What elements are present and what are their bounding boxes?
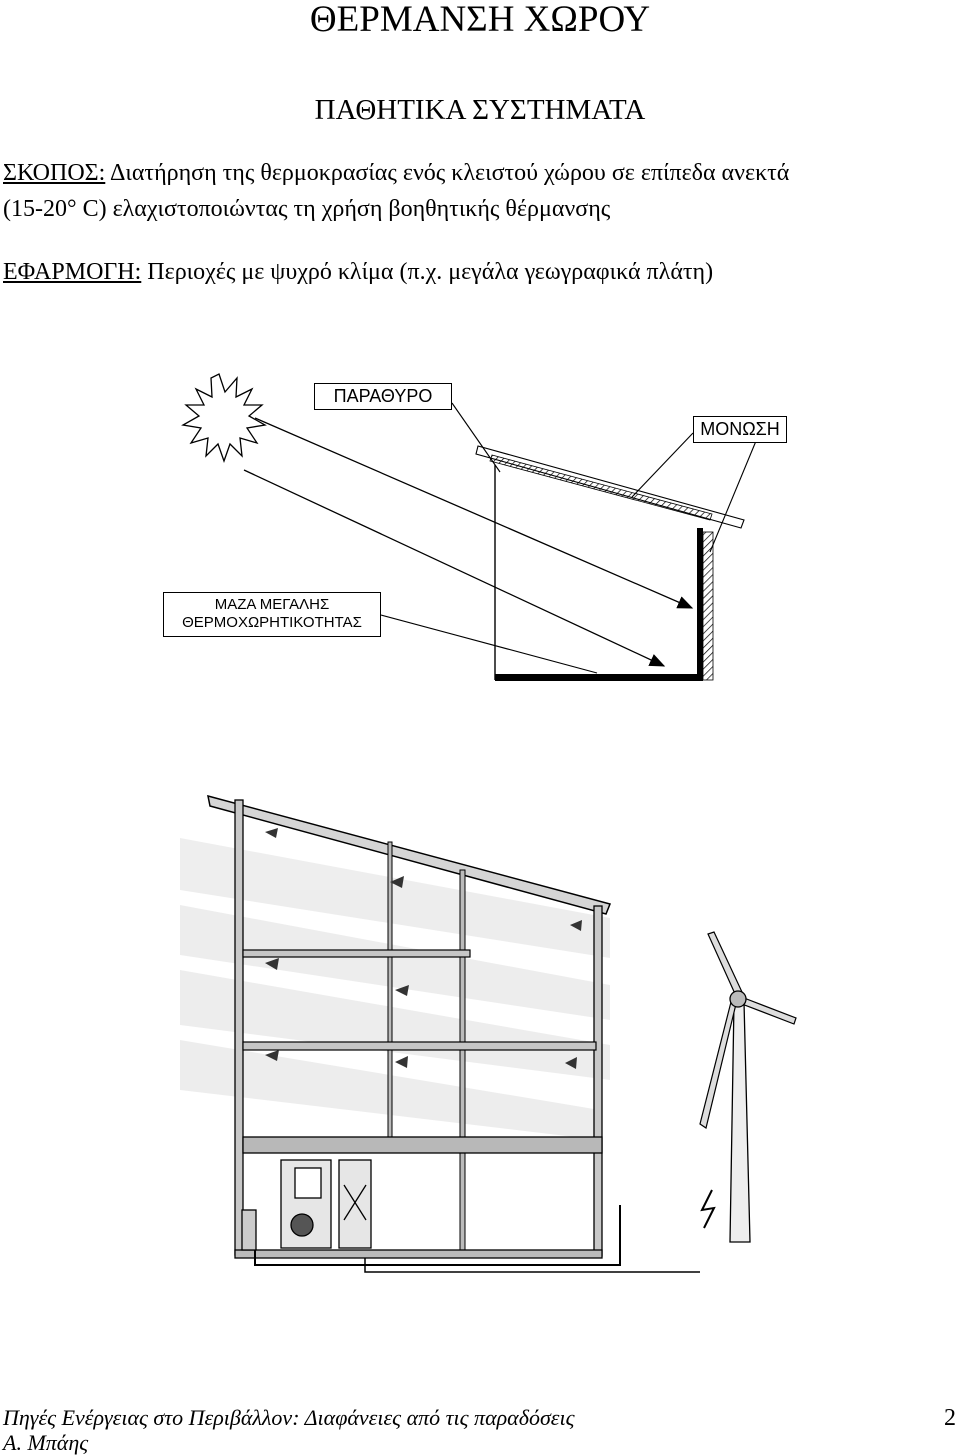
footer-source: Πηγές Ενέργειας στο Περιβάλλον: Διαφάνειες από τις παραδόσεις xyxy=(3,1405,575,1430)
building-right-wall xyxy=(594,906,602,1256)
purpose-text-1: Διατήρηση της θερμοκρασίας ενός κλειστού χώρου σε επίπεδα ανεκτά xyxy=(105,160,790,186)
application-line xyxy=(3,257,713,287)
thermal-mass-floor xyxy=(495,674,703,681)
insulation-leader-2 xyxy=(710,441,756,552)
wind-turbine-icon xyxy=(700,932,796,1242)
mass-leader xyxy=(381,615,597,673)
window-label: ΠΑΡΑΘΥΡΟ xyxy=(314,383,452,410)
sloped-window xyxy=(476,446,744,528)
insulation-label: ΜΟΝΩΣΗ xyxy=(693,416,787,443)
application-text: Περιοχές με ψυχρό κλίμα (π.χ. μεγάλα γεωγραφικά πλάτη) xyxy=(141,259,714,285)
lightning-icon xyxy=(702,1190,714,1228)
floor-1 xyxy=(243,1137,602,1153)
purpose-label: ΣΚΟΠΟΣ: xyxy=(3,160,106,186)
basement-equipment xyxy=(242,1160,371,1250)
thermal-mass-label-line-2: ΘΕΡΜΟΧΩΡΗΤΙΚΟΤΗΤΑΣ xyxy=(182,614,362,631)
page-title: ΘΕΡΜΑΝΣΗ ΧΩΡΟΥ xyxy=(309,0,651,40)
ground-slab xyxy=(235,1250,602,1258)
purpose-text-2: (15-20° C) ελαχιστοποιώντας τη χρήση βοηθητικής θέρμανσης xyxy=(3,196,611,222)
footer-author: Α. Μπάης xyxy=(3,1430,89,1455)
building-left-wall xyxy=(235,800,243,1255)
application-label: ΕΦΑΡΜΟΓΗ: xyxy=(3,259,142,285)
page-subtitle: ΠΑΘΗΤΙΚΑ ΣΥΣΤΗΜΑΤΑ xyxy=(314,94,646,126)
sun-icon xyxy=(183,374,265,461)
thermal-mass-label-line-1: ΜΑΖΑ ΜΕΓΑΛΗΣ xyxy=(214,596,330,613)
thermal-mass-label xyxy=(163,592,381,637)
window-leader xyxy=(452,403,500,472)
purpose-line-1 xyxy=(3,158,789,188)
floor-3 xyxy=(243,950,470,957)
sun-ray-upper xyxy=(255,418,692,608)
insulation-leader xyxy=(632,433,693,497)
building-illustration xyxy=(0,780,960,1340)
page-number: 2 xyxy=(944,1405,956,1431)
floor-2 xyxy=(243,1042,596,1050)
